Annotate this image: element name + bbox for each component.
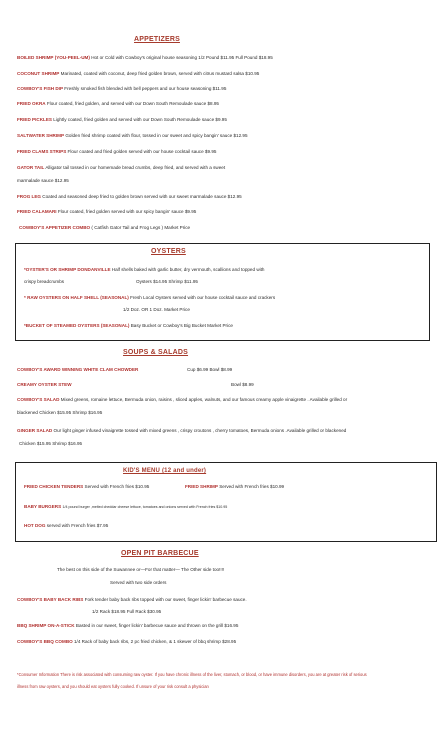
item-name: COWBOY'S BABY BACK RIBS	[17, 597, 84, 602]
menu-item	[17, 101, 219, 107]
item-name: FROG LEG	[17, 194, 41, 199]
menu-item	[24, 267, 265, 273]
menu-item	[24, 484, 149, 490]
item-name: *BUCKET OF STEAMED OYSTERS (SEASONAL)	[24, 323, 130, 328]
soups-title: SOUPS & SALADS	[123, 349, 189, 356]
item-desc: Our light ginger infused vinaigrette tossed with mixed greens , crispy croutons , cherry tomatoes, Bermuda onions .Available grilled or blackened	[53, 428, 347, 433]
item-name: FRIED CALAMARI	[17, 209, 57, 214]
menu-item	[185, 484, 284, 490]
appetizers-title: APPETIZERS	[134, 36, 180, 43]
item-name: BBQ SHRIMP ON-A-STICK	[17, 623, 75, 628]
item-desc: Flour coated and fried golden served with our house cocktail sauce $9.95	[67, 149, 217, 154]
item-desc: Flour coated, fried golden served with our spicy bangin' sauce $9.95	[57, 209, 197, 214]
menu-item	[17, 117, 227, 123]
menu-item	[17, 133, 248, 139]
item-desc-cont: crispy breadcrumbs	[24, 279, 65, 284]
menu-item	[17, 623, 238, 629]
item-desc: Basted in our sweet, finger lickin' barbecue sauce and thrown on the grill $16.95	[75, 623, 239, 628]
item-desc: Coated and seasoned deep fried to golden brown served with our sweet marmalade sauce $12.95	[42, 194, 242, 199]
item-price: 1/2 Doz. OR 1 Doz. Market Price	[123, 307, 190, 312]
item-name: *OYSTER'S OR SHRIMP DONDANVILLE	[24, 267, 111, 272]
item-desc: Lightly coated, fried golden and served with our Down South Remoulade sauce $9.95	[53, 117, 227, 122]
menu-item	[24, 504, 227, 510]
item-desc: Mixed greens, romaine lettuce, Bermuda onion, raisins , sliced apples, walnuts, and our famous creamy apple vinaigrette . Available grilled or	[60, 397, 348, 402]
menu-item	[17, 209, 196, 215]
item-desc-cont: blackened Chicken $15.95 Shrimp $16.95	[17, 410, 103, 415]
item-price: Bowl $8.99	[231, 382, 254, 387]
item-desc: Flour coated, fried golden, and served with our Down South Remoulade sauce $8.95	[46, 101, 219, 106]
item-desc: Served with French fries $10.95	[84, 484, 150, 489]
menu-item	[17, 428, 346, 434]
menu-item	[17, 165, 225, 171]
item-desc: 1/4 Rack of baby back ribs, 2 pc fried chicken, & 1 skewer of bbq shrimp $28.95	[74, 639, 237, 644]
menu-item	[17, 367, 138, 373]
item-desc: Fork tender baby back ribs topped with our sweet, finger lickin' barbecue sauce.	[84, 597, 247, 602]
menu-item	[17, 55, 273, 61]
consumer-disclaimer: *Consumer Information There is risk associated with consuming raw oyster. If you have chronic illness of the liver, stomach, or blood, or have immune disorders, you are at greater risk of serious	[17, 672, 367, 677]
item-name: HOT DOG	[24, 523, 46, 528]
item-price: 1/2 Rack $18.95 Full Rack $30.95	[92, 609, 162, 614]
menu-item	[17, 194, 242, 200]
menu-item	[24, 295, 275, 301]
item-name: FRIED CLAMS STRIPS	[17, 149, 67, 154]
item-desc: Freshly smoked fish blended with bell peppers and our house seasoning $11.95	[64, 86, 227, 91]
kids-box	[15, 462, 437, 542]
item-desc: Basy Bucket or Cowboy's Big Bucket Market Price	[130, 323, 233, 328]
item-name: BOILED SHRIMP (YOU-PEEL-UM)	[17, 55, 90, 60]
item-name: COWBOY'S FISH DIP	[17, 86, 64, 91]
item-name: CREAMY OYSTER STEW	[17, 382, 72, 387]
consumer-disclaimer-cont: illness from raw oysters, and you should eat oysters fully cooked. If unsure of your risk consult a physician	[17, 684, 209, 689]
item-name: * RAW OYSTERS ON HALF SHELL (SEASONAL)	[24, 295, 129, 300]
item-price: Oysters $14.95 Shrimp $11.95	[136, 279, 198, 284]
item-name: FRIED CHICKEN TENDERS	[24, 484, 84, 489]
bbq-intro-sides: Served with two side orders	[110, 580, 167, 585]
item-name: GINGER SALAD	[17, 428, 53, 433]
item-name: BABY BURGERS	[24, 504, 62, 509]
item-name: FRIED OKRA	[17, 101, 46, 106]
item-name: SALTWATER SHRIMP	[17, 133, 65, 138]
menu-item	[17, 382, 72, 388]
item-name: GATOR TAIL	[17, 165, 45, 170]
item-name: FRIED SHRIMP	[185, 484, 218, 489]
item-name: COWBOY'S AWARD WINNING WHITE CLAM CHOWDER	[17, 367, 139, 372]
item-name: COCONUT SHRIMP	[17, 71, 60, 76]
item-desc: 1/4 pound burger ,melted cheddar cheese lettuce, tomatoes and onions served with French fries $10.95	[62, 505, 228, 509]
item-desc-cont: marmalade sauce $12.95	[17, 178, 69, 183]
menu-item	[17, 397, 347, 403]
item-desc: Marinated, coated with coconut, deep fried golden brown, served with citrus mustard salsa $10.95	[60, 71, 260, 76]
bbq-title: OPEN PIT BARBECUE	[121, 550, 199, 557]
item-desc: served with French fries $7.95	[46, 523, 109, 528]
item-name: COWBOY'S SALAD	[17, 397, 60, 402]
bbq-intro: The best on this side of the Suwannee or—For that matter— The Other side too!!!!	[57, 567, 225, 572]
menu-item	[17, 597, 247, 603]
item-desc: Fresh Local Oysters served with our house cocktail sauce and crackers	[130, 295, 276, 300]
item-desc: Served with French fries $10.99	[219, 484, 285, 489]
item-name: COWBOY'S BBQ COMBO	[17, 639, 73, 644]
item-desc: Golden fried shrimp coated with flour, tossed in our sweet and spicy bangin' sauce $12.95	[65, 133, 248, 138]
item-desc-cont: Chicken $15.95 Shrimp $16.95	[19, 441, 83, 446]
item-desc: ( Catfish Gator Tail and Frog Legs ) Market Price	[91, 225, 191, 230]
menu-item	[19, 225, 190, 231]
menu-item	[17, 639, 236, 645]
oysters-title: OYSTERS	[151, 248, 186, 255]
item-price: Cup $6.99 Bowl $8.99	[187, 367, 233, 372]
menu-item	[17, 86, 226, 92]
item-desc: Hot or Cold with Cowboy's original house seasoning 1/2 Pound $11.95 Full Pound $18.95	[91, 55, 273, 60]
menu-item	[24, 523, 108, 529]
menu-item	[17, 149, 216, 155]
item-desc: Alligator tail tossed in our homemade bread crumbs, deep fried, and served with a sweet	[45, 165, 226, 170]
menu-item	[24, 323, 233, 329]
item-desc: Half shells baked with garlic butter, dry vermouth, scallions and topped with	[111, 267, 265, 272]
kids-title: KID'S MENU (12 and under)	[123, 468, 207, 474]
item-name: COWBOY'S APPETIZER COMBO	[19, 225, 91, 230]
menu-item	[17, 71, 259, 77]
item-name: FRIED PICKLES	[17, 117, 52, 122]
